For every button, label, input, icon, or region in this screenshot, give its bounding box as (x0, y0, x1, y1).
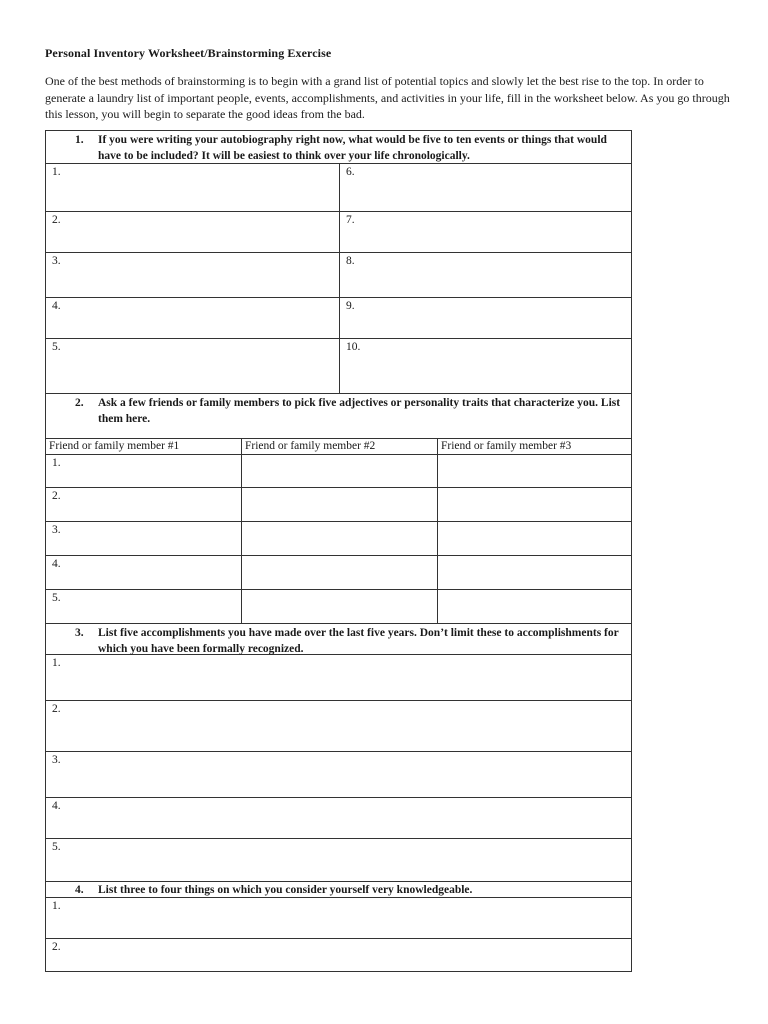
question-1-row (46, 131, 631, 164)
friend-header-3: Friend or family member #3 (437, 439, 631, 454)
trait-row (46, 488, 631, 522)
answer-cell[interactable] (46, 212, 339, 252)
trait-cell[interactable] (46, 455, 241, 487)
trait-row (46, 556, 631, 590)
item-number: 5. (52, 592, 61, 604)
accomplishment-row[interactable] (46, 798, 631, 839)
trait-cell[interactable] (241, 522, 437, 555)
friend-header-row (46, 439, 631, 455)
trait-cell[interactable] (437, 556, 631, 589)
question-3-number: 3. (75, 627, 84, 639)
answer-row (46, 253, 631, 298)
trait-cell[interactable] (46, 522, 241, 555)
item-number: 2. (52, 490, 61, 502)
friend-header-2: Friend or family member #2 (241, 439, 437, 454)
intro-paragraph: One of the best methods of brainstorming is to begin with a grand list of potential topics and slowly let the best rise to the top. In order to generate a laundry list of important people, events, accomplishments, and activities in your life, fill in the worksheet below. As you go through this lesson, you will begin to separate the good ideas from the bad. (45, 74, 730, 121)
trait-row (46, 590, 631, 624)
item-number: 3. (52, 255, 61, 267)
item-number: 3. (52, 754, 61, 766)
answer-cell[interactable] (46, 339, 339, 393)
knowledge-row[interactable] (46, 898, 631, 939)
item-number: 5. (52, 341, 61, 353)
item-number: 2. (52, 941, 61, 953)
answer-cell[interactable] (46, 253, 339, 297)
answer-row (46, 212, 631, 253)
trait-cell[interactable] (46, 556, 241, 589)
item-number: 3. (52, 524, 61, 536)
trait-row (46, 455, 631, 488)
item-number: 8. (346, 255, 355, 267)
trait-cell[interactable] (46, 488, 241, 521)
item-number: 1. (52, 166, 61, 178)
question-3-row (46, 624, 631, 655)
trait-cell[interactable] (46, 590, 241, 623)
answer-cell[interactable] (339, 298, 631, 338)
item-number: 1. (52, 657, 61, 669)
answer-cell[interactable] (339, 212, 631, 252)
item-number: 1. (52, 900, 61, 912)
item-number: 4. (52, 800, 61, 812)
question-3-text: 3. List five accomplishments you have made over the last five years. Don’t limit these to accomplishments for which you have been formally recognized. (75, 627, 619, 655)
answer-row (46, 298, 631, 339)
worksheet-table (45, 130, 632, 972)
trait-cell[interactable] (437, 488, 631, 521)
trait-cell[interactable] (437, 455, 631, 487)
item-number: 5. (52, 841, 61, 853)
question-2-text: 2. Ask a few friends or family members to pick five adjectives or personality traits that characterize you. List them here. (75, 397, 621, 425)
trait-row (46, 522, 631, 556)
item-number: 4. (52, 558, 61, 570)
answer-cell[interactable] (339, 339, 631, 393)
question-1-text: 1. If you were writing your autobiography right now, what would be five to ten events or things that would have to be included? It will be easiest to think over your life chronologically. (75, 134, 607, 162)
answer-cell[interactable] (46, 164, 339, 211)
document-title: Personal Inventory Worksheet/Brainstorming Exercise (45, 46, 332, 60)
question-1-number: 1. (75, 134, 84, 146)
trait-cell[interactable] (241, 590, 437, 623)
accomplishment-row[interactable] (46, 655, 631, 701)
item-number: 1. (52, 457, 61, 469)
question-4-row (46, 882, 631, 898)
answer-cell[interactable] (46, 298, 339, 338)
answer-row (46, 164, 631, 212)
accomplishment-row[interactable] (46, 701, 631, 752)
question-4-number: 4. (75, 884, 84, 896)
item-number: 2. (52, 703, 61, 715)
trait-cell[interactable] (241, 556, 437, 589)
trait-cell[interactable] (241, 488, 437, 521)
knowledge-row[interactable] (46, 939, 631, 972)
item-number: 6. (346, 166, 355, 178)
item-number: 2. (52, 214, 61, 226)
question-4-text: 4. List three to four things on which you consider yourself very knowledgeable. (98, 883, 621, 899)
trait-cell[interactable] (241, 455, 437, 487)
item-number: 9. (346, 300, 355, 312)
item-number: 4. (52, 300, 61, 312)
question-2-number: 2. (75, 397, 84, 409)
accomplishment-row[interactable] (46, 839, 631, 882)
answer-cell[interactable] (339, 164, 631, 211)
question-2-row (46, 394, 631, 439)
trait-cell[interactable] (437, 522, 631, 555)
answer-row (46, 339, 631, 394)
accomplishment-row[interactable] (46, 752, 631, 798)
item-number: 7. (346, 214, 355, 226)
answer-cell[interactable] (339, 253, 631, 297)
trait-cell[interactable] (437, 590, 631, 623)
item-number: 10. (346, 341, 361, 353)
friend-header-1: Friend or family member #1 (49, 440, 180, 452)
